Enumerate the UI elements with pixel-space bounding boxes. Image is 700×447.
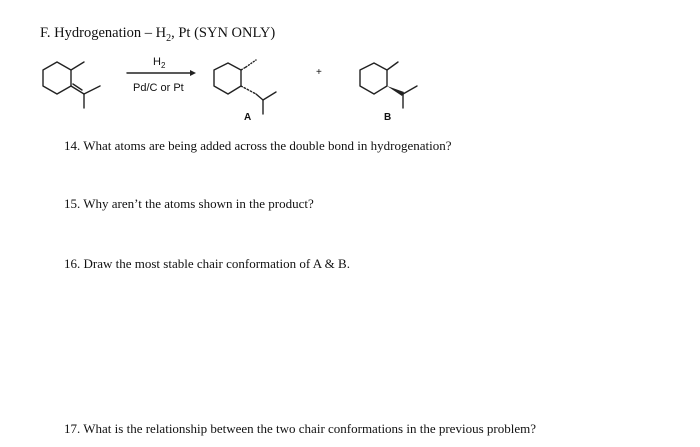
question-16: 16. Draw the most stable chair conformation of A & B. <box>64 256 350 271</box>
section-title-prefix: F. Hydrogenation – H <box>40 25 167 41</box>
reagent-top <box>153 56 165 70</box>
reagent-bottom: Pd/C or Pt <box>133 82 184 94</box>
reaction-arrow <box>127 70 196 76</box>
reagent-top-prefix: H <box>153 56 161 68</box>
product-b-label: B <box>384 112 392 123</box>
plus-sign: + <box>316 67 322 78</box>
question-17: 17. What is the relationship between the two chair conformations in the previous problem? <box>64 421 536 436</box>
reagent-top-subscript: 2 <box>160 61 166 71</box>
reactant-structure <box>43 62 100 108</box>
question-15: 15. Why aren’t the atoms shown in the product? <box>64 196 314 211</box>
section-title-suffix: , Pt (SYN ONLY) <box>171 25 276 41</box>
product-a-structure <box>214 60 276 114</box>
reaction-scheme <box>0 0 700 130</box>
product-a-label: A <box>244 112 252 123</box>
section-title-subscript: 2 <box>166 32 172 44</box>
question-14: 14. What atoms are being added across the double bond in hydrogenation? <box>64 138 452 153</box>
product-b-structure <box>360 62 417 108</box>
